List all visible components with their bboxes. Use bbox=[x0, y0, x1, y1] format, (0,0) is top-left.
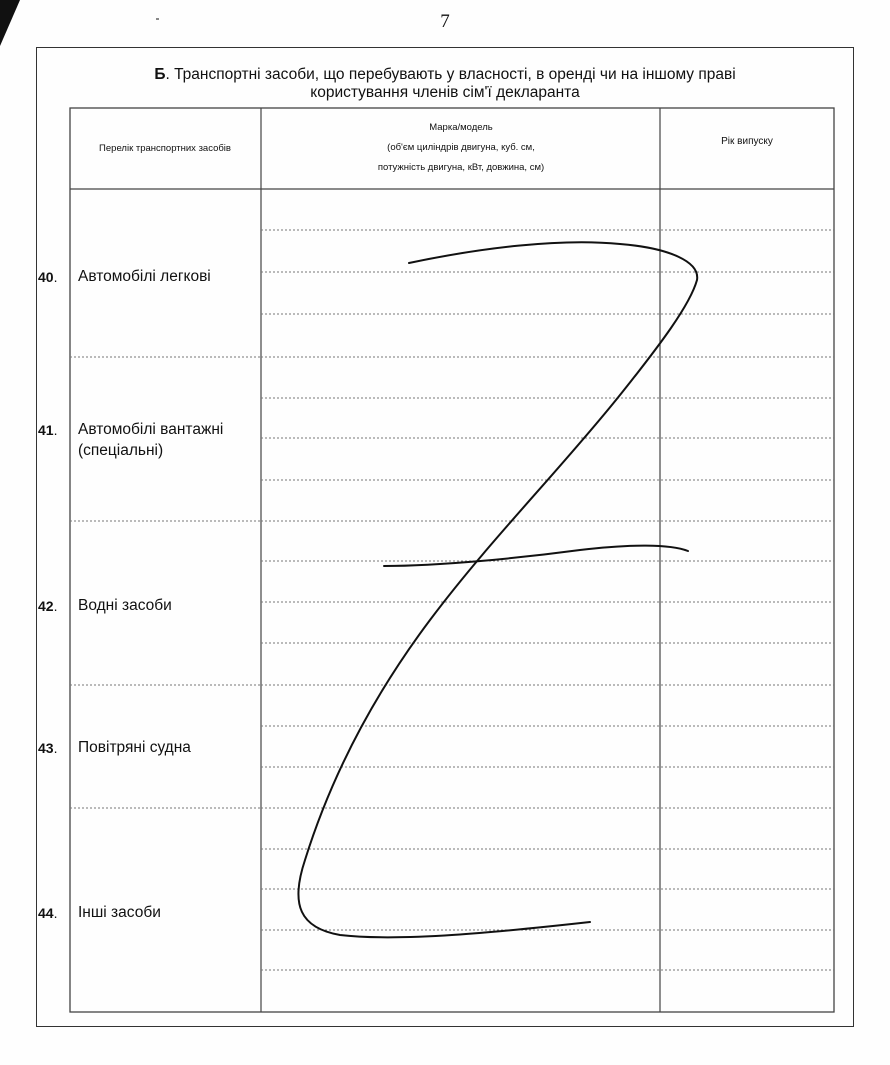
category-label: Повітряні судна bbox=[78, 739, 191, 756]
category-row-43 bbox=[0, 737, 260, 761]
category-number: 42 . bbox=[38, 598, 57, 614]
header-year: Рік випуску bbox=[721, 136, 773, 147]
header-model-line3: потужність двигуна, кВт, довжина, см) bbox=[377, 162, 545, 173]
category-label: Інші засоби bbox=[78, 904, 161, 921]
category-row-40 bbox=[0, 266, 260, 290]
category-row-44 bbox=[0, 902, 260, 926]
category-label: Автомобілі вантажні (спеціальні) bbox=[78, 421, 224, 459]
category-number: 43 . bbox=[38, 740, 57, 756]
header-list: Перелік транспортних засобів bbox=[99, 142, 231, 154]
category-number: 40 . bbox=[38, 269, 57, 285]
category-row-42 bbox=[0, 595, 260, 619]
entry-row-lines bbox=[261, 230, 834, 970]
category-label: Водні засоби bbox=[78, 597, 172, 614]
table-border bbox=[70, 108, 834, 1012]
page-number: 7 bbox=[440, 11, 450, 32]
category-number: 41 . bbox=[38, 422, 57, 438]
category-label: Автомобілі легкові bbox=[78, 268, 211, 285]
category-number: 44 . bbox=[38, 905, 57, 921]
header-model-line1: Марка/модель bbox=[429, 122, 493, 133]
section-title-line1: . Транспортні засоби, що перебувають у власності, в оренді чи на іншому праві bbox=[165, 66, 736, 83]
handwritten-strikeout-mark bbox=[298, 242, 697, 937]
category-row-41 bbox=[0, 419, 260, 463]
handwritten-crossbar-mark bbox=[384, 546, 688, 566]
header-model-line2: (об'єм циліндрів двигуна, куб. см, bbox=[387, 142, 535, 153]
section-title-line2: користування членів сім'ї декларанта bbox=[310, 84, 580, 101]
header-model bbox=[262, 108, 660, 188]
section-letter: Б bbox=[154, 66, 166, 83]
